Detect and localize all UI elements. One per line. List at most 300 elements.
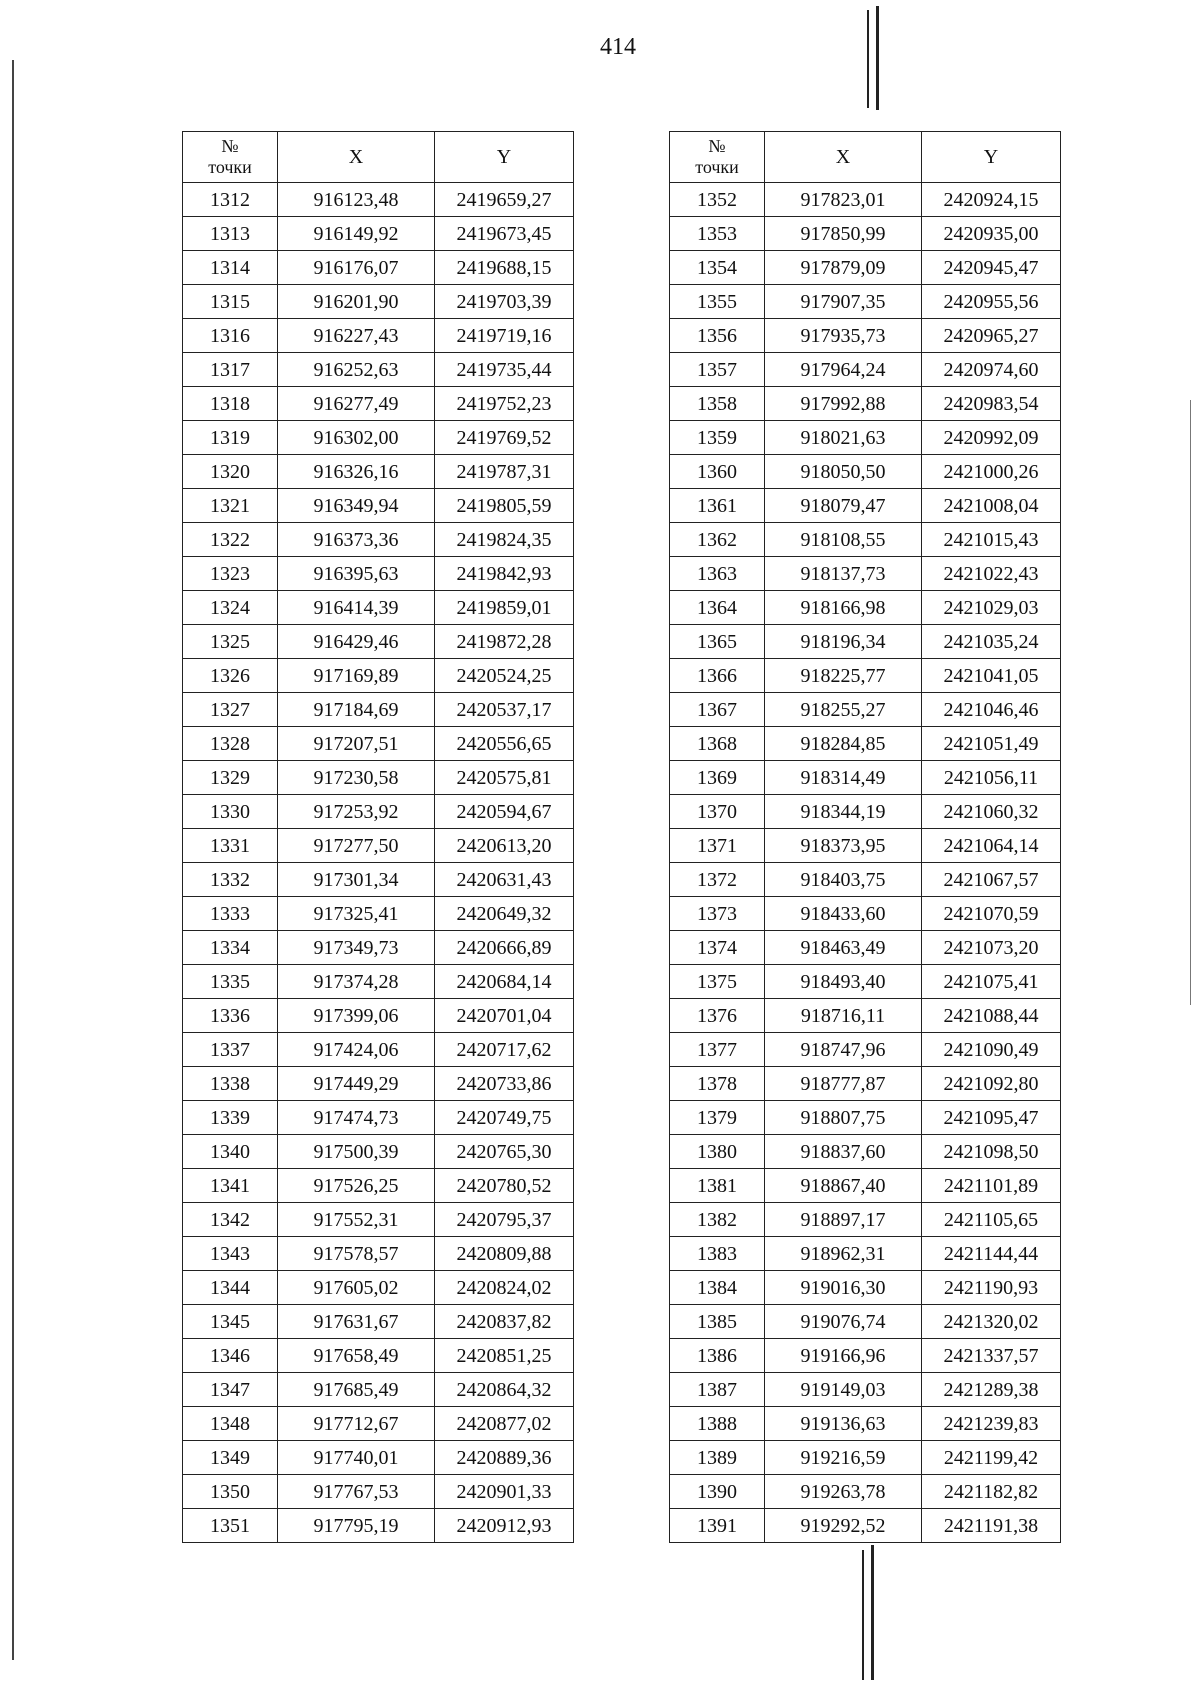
table-row <box>183 557 574 591</box>
cell-y: 2420795,37 <box>435 1203 574 1237</box>
cell-point-number: 1335 <box>183 965 278 999</box>
header-x: X <box>765 132 922 183</box>
cell-point-number: 1323 <box>183 557 278 591</box>
cell-x: 917374,28 <box>278 965 435 999</box>
table-row <box>183 217 574 251</box>
cell-x: 918196,34 <box>765 625 922 659</box>
cell-y: 2420945,47 <box>922 251 1061 285</box>
cell-y: 2421064,14 <box>922 829 1061 863</box>
table-row <box>670 1373 1061 1407</box>
table-row <box>670 251 1061 285</box>
cell-y: 2420983,54 <box>922 387 1061 421</box>
cell-point-number: 1356 <box>670 319 765 353</box>
table-row <box>670 421 1061 455</box>
cell-x: 917207,51 <box>278 727 435 761</box>
cell-x: 918463,49 <box>765 931 922 965</box>
cell-x: 919292,52 <box>765 1509 922 1543</box>
table-row <box>183 1271 574 1305</box>
cell-y: 2421105,65 <box>922 1203 1061 1237</box>
table-row <box>670 761 1061 795</box>
table-row <box>183 897 574 931</box>
table-row <box>670 1271 1061 1305</box>
cell-point-number: 1375 <box>670 965 765 999</box>
cell-x: 917767,53 <box>278 1475 435 1509</box>
cell-x: 916123,48 <box>278 183 435 217</box>
header-number-sign: № <box>708 136 726 157</box>
cell-y: 2420837,82 <box>435 1305 574 1339</box>
cell-x: 917399,06 <box>278 999 435 1033</box>
table-row <box>670 931 1061 965</box>
cell-x: 918403,75 <box>765 863 922 897</box>
table-row <box>670 489 1061 523</box>
cell-x: 919076,74 <box>765 1305 922 1339</box>
cell-x: 917795,19 <box>278 1509 435 1543</box>
cell-y: 2419688,15 <box>435 251 574 285</box>
table-row <box>183 319 574 353</box>
cell-point-number: 1388 <box>670 1407 765 1441</box>
cell-y: 2420924,15 <box>922 183 1061 217</box>
cell-point-number: 1324 <box>183 591 278 625</box>
cell-y: 2421029,03 <box>922 591 1061 625</box>
cell-point-number: 1314 <box>183 251 278 285</box>
cell-y: 2420537,17 <box>435 693 574 727</box>
cell-point-number: 1379 <box>670 1101 765 1135</box>
cell-x: 917907,35 <box>765 285 922 319</box>
scan-edge-right <box>1190 400 1191 1005</box>
cell-y: 2421191,38 <box>922 1509 1061 1543</box>
cell-x: 917449,29 <box>278 1067 435 1101</box>
table-body-right <box>670 183 1061 1543</box>
cell-y: 2420935,00 <box>922 217 1061 251</box>
cell-point-number: 1316 <box>183 319 278 353</box>
cell-y: 2420877,02 <box>435 1407 574 1441</box>
cell-point-number: 1329 <box>183 761 278 795</box>
cell-point-number: 1384 <box>670 1271 765 1305</box>
cell-point-number: 1362 <box>670 523 765 557</box>
header-point-label: точки <box>208 157 252 177</box>
cell-x: 916149,92 <box>278 217 435 251</box>
table-row <box>183 455 574 489</box>
cell-y: 2420851,25 <box>435 1339 574 1373</box>
table-body-left <box>183 183 574 1543</box>
cell-point-number: 1345 <box>183 1305 278 1339</box>
cell-point-number: 1373 <box>670 897 765 931</box>
cell-point-number: 1317 <box>183 353 278 387</box>
cell-x: 919263,78 <box>765 1475 922 1509</box>
cell-x: 917277,50 <box>278 829 435 863</box>
table-row <box>183 251 574 285</box>
cell-x: 917740,01 <box>278 1441 435 1475</box>
cell-x: 917325,41 <box>278 897 435 931</box>
cell-x: 916373,36 <box>278 523 435 557</box>
table-row <box>670 965 1061 999</box>
cell-y: 2421022,43 <box>922 557 1061 591</box>
cell-point-number: 1343 <box>183 1237 278 1271</box>
cell-point-number: 1389 <box>670 1441 765 1475</box>
cell-point-number: 1371 <box>670 829 765 863</box>
header-x: X <box>278 132 435 183</box>
table-row <box>670 1339 1061 1373</box>
cell-x: 917605,02 <box>278 1271 435 1305</box>
table-row <box>183 1339 574 1373</box>
table-row <box>670 1441 1061 1475</box>
cell-point-number: 1319 <box>183 421 278 455</box>
cell-x: 917850,99 <box>765 217 922 251</box>
cell-x: 918137,73 <box>765 557 922 591</box>
table-row <box>183 829 574 863</box>
cell-point-number: 1330 <box>183 795 278 829</box>
cell-point-number: 1321 <box>183 489 278 523</box>
cell-y: 2421060,32 <box>922 795 1061 829</box>
cell-y: 2420524,25 <box>435 659 574 693</box>
cell-y: 2420974,60 <box>922 353 1061 387</box>
cell-y: 2420901,33 <box>435 1475 574 1509</box>
cell-y: 2420809,88 <box>435 1237 574 1271</box>
cell-y: 2420749,75 <box>435 1101 574 1135</box>
cell-y: 2419673,45 <box>435 217 574 251</box>
cell-y: 2419872,28 <box>435 625 574 659</box>
cell-point-number: 1346 <box>183 1339 278 1373</box>
cell-y: 2420701,04 <box>435 999 574 1033</box>
table-row <box>670 625 1061 659</box>
table-row <box>183 1033 574 1067</box>
table-row <box>670 557 1061 591</box>
cell-x: 917879,09 <box>765 251 922 285</box>
cell-x: 918050,50 <box>765 455 922 489</box>
table-row <box>183 387 574 421</box>
cell-point-number: 1358 <box>670 387 765 421</box>
cell-y: 2420594,67 <box>435 795 574 829</box>
table-row <box>670 863 1061 897</box>
table-row <box>670 285 1061 319</box>
cell-y: 2421239,83 <box>922 1407 1061 1441</box>
cell-x: 918225,77 <box>765 659 922 693</box>
cell-point-number: 1350 <box>183 1475 278 1509</box>
cell-x: 919016,30 <box>765 1271 922 1305</box>
table-row <box>670 1067 1061 1101</box>
cell-y: 2421095,47 <box>922 1101 1061 1135</box>
cell-y: 2421070,59 <box>922 897 1061 931</box>
cell-y: 2419842,93 <box>435 557 574 591</box>
cell-y: 2420631,43 <box>435 863 574 897</box>
cell-point-number: 1360 <box>670 455 765 489</box>
binding-mark-bottom <box>862 1550 864 1680</box>
cell-x: 917658,49 <box>278 1339 435 1373</box>
cell-x: 918284,85 <box>765 727 922 761</box>
cell-point-number: 1365 <box>670 625 765 659</box>
cell-x: 919136,63 <box>765 1407 922 1441</box>
table-row <box>670 999 1061 1033</box>
cell-point-number: 1367 <box>670 693 765 727</box>
coordinates-table-right <box>669 131 1061 1543</box>
cell-point-number: 1338 <box>183 1067 278 1101</box>
cell-y: 2420889,36 <box>435 1441 574 1475</box>
table-row <box>183 285 574 319</box>
table-row <box>670 1203 1061 1237</box>
cell-x: 917500,39 <box>278 1135 435 1169</box>
cell-x: 919216,59 <box>765 1441 922 1475</box>
cell-point-number: 1331 <box>183 829 278 863</box>
table-row <box>670 659 1061 693</box>
cell-x: 917823,01 <box>765 183 922 217</box>
cell-y: 2420575,81 <box>435 761 574 795</box>
cell-point-number: 1383 <box>670 1237 765 1271</box>
cell-x: 918747,96 <box>765 1033 922 1067</box>
table-header-row <box>183 132 574 183</box>
cell-x: 919149,03 <box>765 1373 922 1407</box>
cell-point-number: 1355 <box>670 285 765 319</box>
cell-y: 2421101,89 <box>922 1169 1061 1203</box>
table-row <box>670 795 1061 829</box>
cell-y: 2421320,02 <box>922 1305 1061 1339</box>
table-row <box>670 1101 1061 1135</box>
cell-point-number: 1378 <box>670 1067 765 1101</box>
cell-x: 916326,16 <box>278 455 435 489</box>
table-row <box>183 1509 574 1543</box>
table-row <box>183 1373 574 1407</box>
cell-point-number: 1339 <box>183 1101 278 1135</box>
table-row <box>183 659 574 693</box>
cell-y: 2419735,44 <box>435 353 574 387</box>
table-row <box>183 523 574 557</box>
cell-point-number: 1336 <box>183 999 278 1033</box>
cell-y: 2421051,49 <box>922 727 1061 761</box>
cell-y: 2419859,01 <box>435 591 574 625</box>
cell-point-number: 1325 <box>183 625 278 659</box>
cell-y: 2421098,50 <box>922 1135 1061 1169</box>
cell-y: 2420613,20 <box>435 829 574 863</box>
table-row <box>670 1475 1061 1509</box>
cell-x: 917230,58 <box>278 761 435 795</box>
cell-y: 2421090,49 <box>922 1033 1061 1067</box>
cell-x: 916252,63 <box>278 353 435 387</box>
cell-x: 917474,73 <box>278 1101 435 1135</box>
cell-point-number: 1340 <box>183 1135 278 1169</box>
cell-point-number: 1322 <box>183 523 278 557</box>
cell-x: 917992,88 <box>765 387 922 421</box>
table-row <box>183 693 574 727</box>
cell-x: 916349,94 <box>278 489 435 523</box>
cell-point-number: 1334 <box>183 931 278 965</box>
table-row <box>183 863 574 897</box>
cell-point-number: 1386 <box>670 1339 765 1373</box>
cell-y: 2420649,32 <box>435 897 574 931</box>
cell-x: 916429,46 <box>278 625 435 659</box>
cell-point-number: 1347 <box>183 1373 278 1407</box>
cell-point-number: 1387 <box>670 1373 765 1407</box>
cell-point-number: 1353 <box>670 217 765 251</box>
cell-y: 2420684,14 <box>435 965 574 999</box>
cell-x: 917631,67 <box>278 1305 435 1339</box>
cell-x: 918897,17 <box>765 1203 922 1237</box>
cell-x: 917712,67 <box>278 1407 435 1441</box>
cell-point-number: 1342 <box>183 1203 278 1237</box>
cell-point-number: 1382 <box>670 1203 765 1237</box>
header-y: Y <box>922 132 1061 183</box>
cell-y: 2420912,93 <box>435 1509 574 1543</box>
binding-mark-top-2 <box>876 6 879 110</box>
table-row <box>183 1135 574 1169</box>
table-row <box>670 1169 1061 1203</box>
cell-point-number: 1391 <box>670 1509 765 1543</box>
cell-y: 2421182,82 <box>922 1475 1061 1509</box>
cell-y: 2419824,35 <box>435 523 574 557</box>
cell-y: 2420965,27 <box>922 319 1061 353</box>
cell-point-number: 1315 <box>183 285 278 319</box>
table-row <box>670 727 1061 761</box>
cell-y: 2421067,57 <box>922 863 1061 897</box>
cell-y: 2421190,93 <box>922 1271 1061 1305</box>
cell-point-number: 1361 <box>670 489 765 523</box>
cell-x: 918807,75 <box>765 1101 922 1135</box>
cell-y: 2421144,44 <box>922 1237 1061 1271</box>
header-number-sign: № <box>221 136 239 157</box>
table-row <box>183 1407 574 1441</box>
cell-point-number: 1341 <box>183 1169 278 1203</box>
cell-x: 918716,11 <box>765 999 922 1033</box>
cell-x: 917169,89 <box>278 659 435 693</box>
cell-y: 2420992,09 <box>922 421 1061 455</box>
coordinates-table-left <box>182 131 574 1543</box>
cell-y: 2419769,52 <box>435 421 574 455</box>
cell-x: 916176,07 <box>278 251 435 285</box>
cell-y: 2420556,65 <box>435 727 574 761</box>
table-row <box>670 1135 1061 1169</box>
cell-x: 917935,73 <box>765 319 922 353</box>
cell-x: 917552,31 <box>278 1203 435 1237</box>
cell-point-number: 1332 <box>183 863 278 897</box>
table-row <box>183 1101 574 1135</box>
table-row <box>670 217 1061 251</box>
table-row <box>183 727 574 761</box>
cell-x: 918867,40 <box>765 1169 922 1203</box>
cell-point-number: 1344 <box>183 1271 278 1305</box>
cell-x: 918108,55 <box>765 523 922 557</box>
table-row <box>183 353 574 387</box>
cell-x: 918255,27 <box>765 693 922 727</box>
cell-y: 2420780,52 <box>435 1169 574 1203</box>
table-row <box>183 761 574 795</box>
cell-point-number: 1366 <box>670 659 765 693</box>
cell-point-number: 1364 <box>670 591 765 625</box>
table-row <box>183 1441 574 1475</box>
cell-x: 918433,60 <box>765 897 922 931</box>
cell-x: 918344,19 <box>765 795 922 829</box>
cell-point-number: 1327 <box>183 693 278 727</box>
cell-x: 918021,63 <box>765 421 922 455</box>
cell-x: 918079,47 <box>765 489 922 523</box>
cell-y: 2419752,23 <box>435 387 574 421</box>
cell-x: 917349,73 <box>278 931 435 965</box>
cell-point-number: 1333 <box>183 897 278 931</box>
cell-point-number: 1354 <box>670 251 765 285</box>
cell-y: 2421337,57 <box>922 1339 1061 1373</box>
cell-y: 2421073,20 <box>922 931 1061 965</box>
header-point-number <box>670 132 765 183</box>
table-row <box>670 1407 1061 1441</box>
cell-point-number: 1370 <box>670 795 765 829</box>
table-row <box>670 1033 1061 1067</box>
cell-y: 2420824,02 <box>435 1271 574 1305</box>
cell-y: 2421008,04 <box>922 489 1061 523</box>
table-row <box>183 1237 574 1271</box>
table-row <box>183 931 574 965</box>
table-row <box>670 319 1061 353</box>
table-row <box>183 1067 574 1101</box>
cell-y: 2420864,32 <box>435 1373 574 1407</box>
cell-x: 916277,49 <box>278 387 435 421</box>
cell-point-number: 1348 <box>183 1407 278 1441</box>
table-row <box>670 1237 1061 1271</box>
cell-x: 918166,98 <box>765 591 922 625</box>
cell-point-number: 1326 <box>183 659 278 693</box>
table-row <box>183 1203 574 1237</box>
cell-x: 917184,69 <box>278 693 435 727</box>
scan-edge-left <box>12 60 14 1660</box>
cell-point-number: 1385 <box>670 1305 765 1339</box>
cell-point-number: 1320 <box>183 455 278 489</box>
cell-point-number: 1312 <box>183 183 278 217</box>
cell-point-number: 1351 <box>183 1509 278 1543</box>
cell-point-number: 1377 <box>670 1033 765 1067</box>
table-row <box>670 591 1061 625</box>
cell-y: 2421035,24 <box>922 625 1061 659</box>
cell-x: 918962,31 <box>765 1237 922 1271</box>
table-row <box>670 353 1061 387</box>
header-point-label: точки <box>695 157 739 177</box>
cell-x: 916227,43 <box>278 319 435 353</box>
cell-point-number: 1390 <box>670 1475 765 1509</box>
cell-x: 918493,40 <box>765 965 922 999</box>
cell-x: 916302,00 <box>278 421 435 455</box>
table-row <box>670 897 1061 931</box>
table-row <box>670 183 1061 217</box>
table-row <box>670 693 1061 727</box>
cell-point-number: 1374 <box>670 931 765 965</box>
binding-mark-bottom-2 <box>871 1545 874 1680</box>
cell-y: 2420666,89 <box>435 931 574 965</box>
cell-point-number: 1380 <box>670 1135 765 1169</box>
cell-point-number: 1318 <box>183 387 278 421</box>
cell-x: 917301,34 <box>278 863 435 897</box>
cell-point-number: 1381 <box>670 1169 765 1203</box>
cell-point-number: 1359 <box>670 421 765 455</box>
binding-mark-top <box>867 10 869 108</box>
cell-point-number: 1376 <box>670 999 765 1033</box>
cell-x: 917424,06 <box>278 1033 435 1067</box>
cell-y: 2419659,27 <box>435 183 574 217</box>
table-row <box>670 1305 1061 1339</box>
cell-point-number: 1363 <box>670 557 765 591</box>
cell-x: 917964,24 <box>765 353 922 387</box>
table-row <box>183 1169 574 1203</box>
cell-point-number: 1368 <box>670 727 765 761</box>
cell-y: 2421046,46 <box>922 693 1061 727</box>
table-row <box>183 1305 574 1339</box>
cell-y: 2421092,80 <box>922 1067 1061 1101</box>
cell-x: 916201,90 <box>278 285 435 319</box>
cell-y: 2419805,59 <box>435 489 574 523</box>
cell-y: 2420717,62 <box>435 1033 574 1067</box>
cell-point-number: 1372 <box>670 863 765 897</box>
cell-x: 918777,87 <box>765 1067 922 1101</box>
cell-point-number: 1328 <box>183 727 278 761</box>
cell-y: 2420733,86 <box>435 1067 574 1101</box>
table-row <box>183 421 574 455</box>
table-row <box>183 489 574 523</box>
cell-y: 2421088,44 <box>922 999 1061 1033</box>
cell-x: 916395,63 <box>278 557 435 591</box>
